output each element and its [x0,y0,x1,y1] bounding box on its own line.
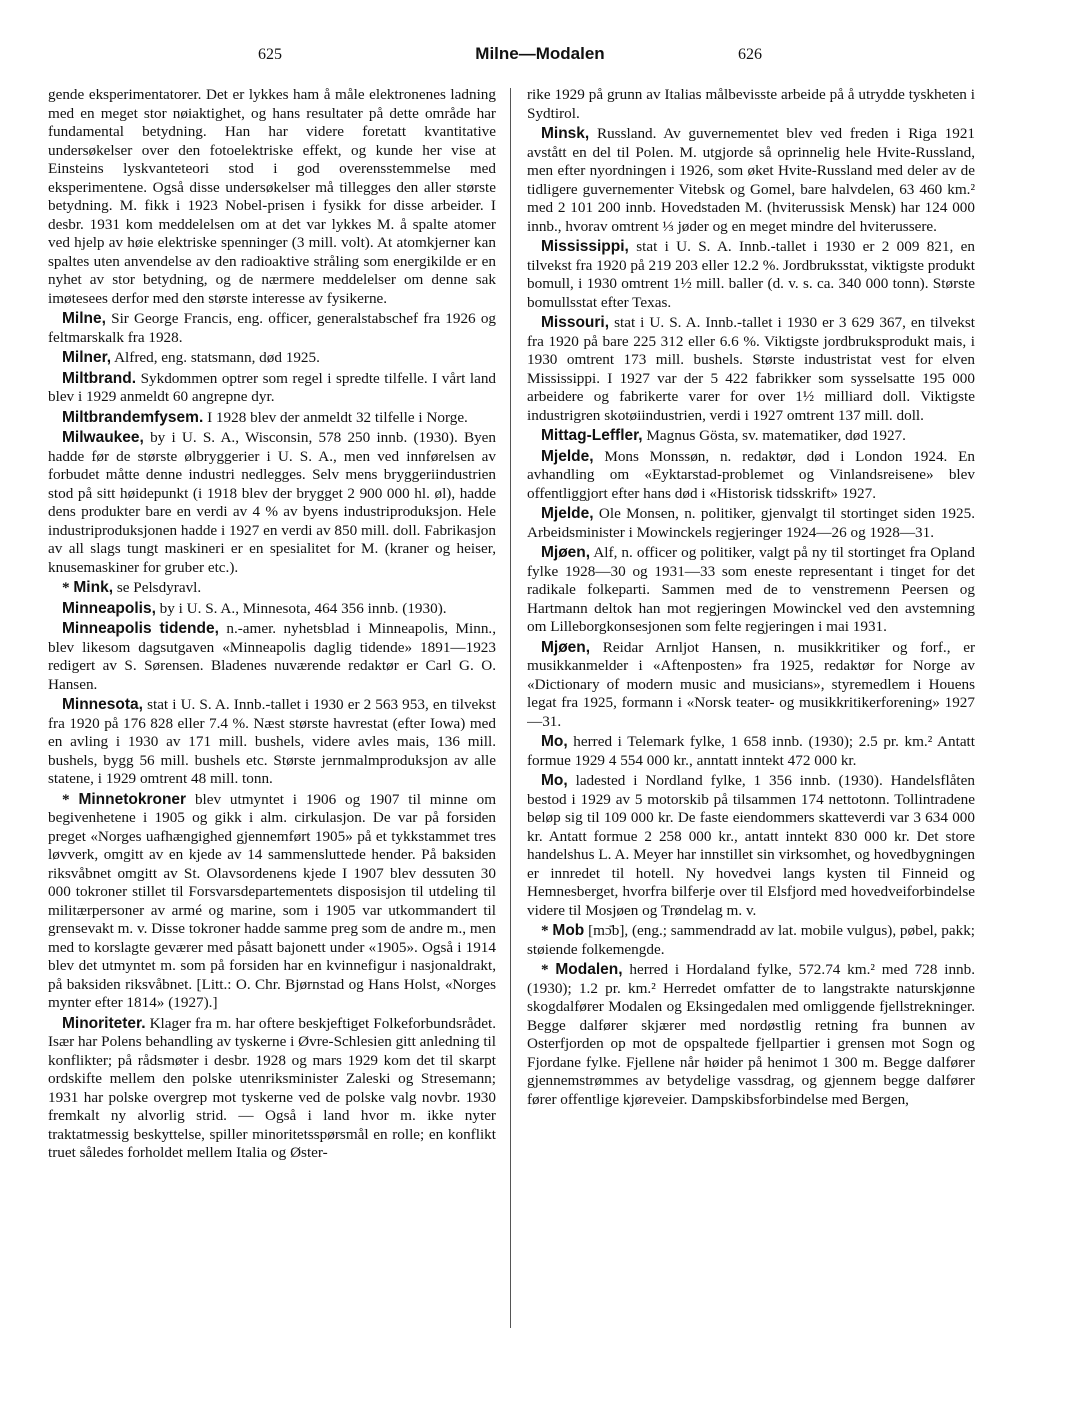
entry-headword: Minneapolis tidende, [62,620,219,637]
entry-text: by i U. S. A., Wisconsin, 578 250 innb. (1930). Byen hadde før de største ølbryggerier i U. S. A., men ved innførelsen av forbudet måtte denne industri nedlegges. Selv mens bryggeriindustrien stod på sitt høidepunkt (i 1918 blev der brygget 2 900 000 hl. øl), hadde dens produkter bare en verdi av 4 % av byens industriproduksjon. Hele industriproduksjonen hadde i 1927 en verdi av 850 mill. doll. Fabrikasjon av all slags tungt maskineri er en spesialitet for M. (kraner og heiser, knusemaskiner for gruber etc.). [48,429,496,576]
entry-text: Alf, n. officer og politiker, valgt på ny til stortinget fra Opland fylke 1928—30 og 1931—33 som eneste representant i tinget for det radikale folkeparti. Sammen med de to venstremenn Peersen og Hartmann deltok han mot regjeringen Mowinckel ved den avstemning om Lilleborgkonsesjonen som felte regjeringen i mai 1931. [527,544,975,635]
entry-star: * [541,922,549,939]
left-column [48,86,496,1336]
entry-star: * [62,579,70,596]
dictionary-entry [527,639,975,732]
entry-text: I 1928 blev der anmeldt 32 tilfelle i Norge. [207,408,468,426]
dictionary-entry [527,733,975,770]
entry-text: Russland. Av guvernementet blev ved freden i Riga 1921 avstått en del til Polen. M. utgjorde så oprinnelig hele Hvite-Russland, men efter nyordningen i 1926, som øket Hvite-Russland med deler av de tidligere guvernementer Vitebsk og Gomel, bare halvdelen, 63 460 km.² med 2 101 200 innb. Hovedstaden M. (hviterussisk Mensk) har 124 000 innb., hvorav omtrent ⅓ jøder og en meget mindre del hviterussere. [527,125,975,235]
entry-text: se Pelsdyravl. [116,579,202,596]
entry-headword: Mjøen, [541,544,591,561]
dictionary-entry [527,427,975,446]
entry-star: * [62,790,70,808]
entry-headword: Minnesota, [62,696,143,713]
dictionary-entry [48,1015,496,1163]
entry-text: stat i U. S. A. Innb.-tallet i 1930 er 3 629 367, en tilvekst fra 1920 på bare 225 312 eller 6.6 %. Viktigste jordbruksprodukt mais, i 1930 omtrent 173 mill. bushels. Største industristat vest for elven Mississippi. I 1927 var der 5 422 fabrikker som sysselsatte 195 000 arbeidere og fabrikerte varer for over 1½ milliard doll. Viktigste industrigren skotøiindustrien, verdi i 1927 omtrent 137 mill. doll. [527,314,975,424]
entry-headword: Missouri, [541,314,610,331]
entry-text: n.-amer. nyhetsblad i Minneapolis, Minn., blev likesom dagsutgaven «Minneapolis daglig tidende» 1891—1923 redigert av S. Sørensen. Bladenes nuværende redaktør er Carl G. O. Hansen. [48,620,496,693]
dictionary-entry [48,349,496,368]
entry-headword: Mo, [541,772,568,789]
column-divider [510,88,511,1328]
dictionary-entry [527,961,975,1109]
entry-headword: Mjelde, [541,505,594,522]
page-header [0,46,1080,72]
entry-text: Sykdommen optrer som regel i spredte tilfelle. I vårt land blev i 1929 anmeldt 60 angrepne dyr. [48,369,496,405]
running-title: Milne—Modalen [475,44,605,63]
dictionary-entry [48,620,496,694]
dictionary-entry [48,429,496,577]
page-number-right: 626 [738,46,762,63]
dictionary-entry [48,696,496,789]
entry-headword: Mjøen, [541,638,591,656]
entry-headword: Mississippi, [541,238,629,255]
dictionary-entry [527,922,975,959]
entry-headword: Minnetokroner [78,790,187,808]
entry-headword: Minoriteter. [62,1014,146,1032]
entry-text: Klager fra m. har oftere beskjeftiget Folkeforbundsrådet. Især har Polens behandling av tyskerne i Øvre-Schlesien gitt anledning til konflikter; på rådsmøter i desbr. 1928 og mars 1929 kom det til skarpt ordskifte mellem den polske utenriksminister Zaleski og Stresemann; 1931 har polske overgrep mot tyskerne ved de polske valg novbr. 1930 fremkalt ny alvorlig strid. — Også i land hvor m. ikke nyter traktatmessig beskyttelse, spiller minoritetsspørsmål en rolle; en konflikt truet således forholdet mellem Italia og Øster- [48,1014,496,1161]
page-number-left: 625 [258,46,282,63]
dictionary-entry [527,772,975,920]
dictionary-entry [48,310,496,347]
entry-text: Alfred, eng. statsmann, død 1925. [114,349,320,366]
entry-star: * [541,961,549,978]
dictionary-entry [527,544,975,637]
entry-text: Ole Monsen, n. politiker, gjenvalgt til stortinget siden 1925. Arbeidsminister i Mowinckels regjeringer 1924—26 og 1928—31. [527,505,975,541]
entry-headword: Minneapolis, [62,599,156,617]
entry-text: rike 1929 på grunn av Italias målbevisste arbeide på å utrydde tyskheten i Sydtirol. [527,86,975,122]
dictionary-entry [527,505,975,542]
entry-headword: Miltbrand. [62,369,137,387]
entry-text: herred i Telemark fylke, 1 658 innb. (1930); 2.5 pr. km.² Antatt formue 1929 4 554 000 kr., anntatt inntekt 472 000 kr. [527,733,975,769]
entry-headword: Mo, [541,733,568,750]
dictionary-entry [48,600,496,619]
dictionary-entry [527,238,975,312]
entry-text: by i U. S. A., Minnesota, 464 356 innb. (1930). [159,599,447,617]
entry-text: ladested i Nordland fylke, 1 356 innb. (1930). Handelsflåten bestod i 1929 av 5 motorskib på tilsammen 174 nettotonn. Tollintradene beløp sig til 109 000 kr. De faste eiendommers skatteverdi var 3 634 000 kr. Antatt formue 2 258 000 kr., antatt inntekt 830 000 kr. Det store handelshus L. A. Meyer har innstillet sin virksomhet, og hovedbygningen er innredet til hotell. Ny hovedvei langs kysten til Finneid og Hemnesberget, hvorfra bilferje over til Elsfjord med hovedveiforbindelse videre til Mosjøen og Trøndelag m. v. [527,772,975,919]
entry-text: blev utmyntet i 1906 og 1907 til minne om begivenhetene i 1905 og gikk i alm. cirkulasjon. De var på forsiden preget «Norges uafhængighed gjennemført 1905» på et tykkstammet tres løvverk, omgitt av en kjede av 14 sammensluttede hender. På baksiden riksvåbnet omgitt av St. Olavsordenens kjede I 1907 blev dessuten 30 000 tokroner stillet til Forsvarsdepartementets disposisjon til utdeling til militærpersoner av armé og marine, som i 1905 var utkommandert til grensevakt m. v. Disse tokroner hadde samme preg som de andre m., men med to korslagte geværer med påsatt bajonett under «1905». Også i 1914 blev det utmyntet m. som på forsiden har en kvinnefigur i nasjonaldrakt, på baksiden riksvåbnet. [Litt.: O. Chr. Bjørnstad og Hans Holst, «Norges mynter efter 1814» (1927).] [48,790,496,1011]
entry-text: Mons Monssøn, n. redaktør, død i London 1924. En avhandling om «Eyktarstad-problemet og Vinlandsreisene» blev offentliggjort efter hans død i «Historisk tidsskrift» 1927. [527,447,975,502]
right-column [527,86,975,1336]
dictionary-entry [527,448,975,504]
entry-text: Magnus Gösta, sv. matematiker, død 1927. [646,427,906,444]
entry-headword: Mink, [73,579,114,596]
entry-headword: Mittag-Leffler, [541,427,643,444]
entry-headword: Milne, [62,310,106,327]
dictionary-entry [48,579,496,598]
dictionary-entry [48,86,496,308]
dictionary-entry [527,314,975,425]
entry-text: stat i U. S. A. Innb.-tallet i 1930 er 2 563 953, en tilvekst fra 1920 på 176 828 eller 7.4 %. Næst største havrestat (efter Iowa) med en avling i 1930 av 171 mill. bushels, videre avles mais, 136 mill. bushels, bygg 56 mill. bushels etc. Største jernmalmproduksjon av alle statene, i 1929 omtrent 48 mill. tonn. [48,696,496,787]
dictionary-entry [527,86,975,123]
entry-headword: Milner, [62,349,112,366]
entry-headword: Mjelde, [541,447,594,465]
dictionary-entry [48,370,496,407]
entry-text: gende eksperimentatorer. Det er lykkes ham å måle elektronenes ladning med en meget stor nøiaktighet, og hans resultater på dette område har fundamental betydning. Han har videre foretatt kvantitative undersøkelser over den fotoelektriske effekt, og kunde her vise at Einsteins lyskvanteteori stod i god overensstemmelse med eksperimentene. Også disse undersøkelser må tillegges den aller største betydning. M. fikk i 1923 Nobel-prisen i fysikk for disse arbeider. I desbr. 1931 kom meddelelsen om at det var lykkes M. å spalte atomer ved hjelp av høie elektriske spenninger (3 mill. volt). At atomkjerner kan spaltes uten anvendelse av den radioaktive stråling som energikilde er en nyhet av stor betydning, og de nærmere meddelelser om denne sak imøtesees derfor med den største interesse av fysikerne. [48,86,496,307]
entry-text: Reidar Arnljot Hansen, n. musikkritiker og forf., er musikkanmelder i «Aftenposten» fra 1925, redaktør for Norge av «Dictionary of modern music and musicians», styremedlem i Houens legat fra 1925, formann i «Norsk teater- og musikkritikerforening» 1927—31. [527,638,975,730]
entry-headword: Minsk, [541,125,590,142]
entry-text: herred i Hordaland fylke, 572.74 km.² med 728 innb. (1930); 1.2 pr. km.² Herredet omfatter de to langstrakte naturskjønne skogdalfører Modalen og Eksingedalen med omliggende fjellstrekninger. Begge dalfører skjærer med nordøstlig retning fra bunnen av Osterfjorden op mot de opspaltede fjellpartier i grensen mot Sogn og Fjordane fylke. Fjellene når høider på henimot 1 300 m. Begge dalfører gjennemstrømmes av betydelige vassdrag, og gjennem begge dalfører fører offentlige kjøreveier. Dampskibsforbindelse med Bergen, [527,961,975,1108]
entry-headword: Mob [552,922,585,939]
entry-text: Sir George Francis, eng. officer, generalstabschef fra 1926 og feltmarskalk fra 1928. [48,310,496,346]
entry-headword: Miltbrandemfysem. [62,408,204,426]
entry-text: stat i U. S. A. Innb.-tallet i 1930 er 2 009 821, en tilvekst fra 1920 på 219 203 eller 12.2 %. Jordbruksstat, viktigste produkt bomull, i 1930 omtrent 1½ mill. baller (d. v. s. ca. 340 000 tonn). Største bomullsstat efter Texas. [527,238,975,311]
entry-headword: Milwaukee, [62,429,144,446]
dictionary-entry [48,791,496,1013]
entry-text: [mɔ̄b], (eng.; sammendradd av lat. mobile vulgus), pøbel, pakk; støiende folkemengde. [527,922,975,958]
entry-headword: Modalen, [555,961,623,978]
dictionary-entry [48,409,496,428]
dictionary-entry [527,125,975,236]
